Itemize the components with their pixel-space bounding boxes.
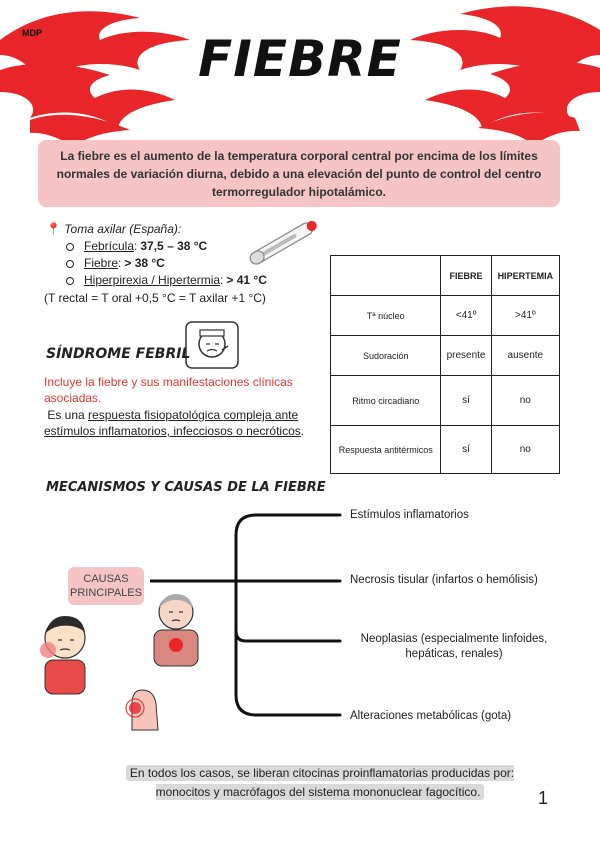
table-header-cell (331, 256, 441, 296)
table-cell: sí (441, 426, 491, 474)
syndrome-text: Es una respuesta fisiopatológica compleja ante estímulos inflamatorios, infecciosos o necróticos. (44, 408, 305, 438)
table-header-cell: FIEBRE (441, 256, 491, 296)
branch-item: Alteraciones metabólicas (gota) (350, 710, 512, 722)
table-row (331, 336, 560, 376)
table-cell: >41º (491, 296, 559, 336)
table-row (331, 296, 560, 336)
measurement-label-row (46, 222, 181, 236)
table-header-row (331, 256, 560, 296)
table-cell: Tª núcleo (331, 296, 441, 336)
branch-item: Neoplasias (especialmente linfoides, hepáticas, renales) (360, 633, 548, 660)
table-row (331, 426, 560, 474)
inflamed-person-icon (30, 610, 100, 696)
list-item: Fiebre : > 38 °C (66, 255, 267, 272)
syndrome-red-text: Incluye la fiebre y sus manifestaciones clínicas asociadas. (44, 375, 293, 405)
causes-root-box: CAUSAS PRINCIPALES (68, 567, 144, 605)
list-item: Hiperpirexia / Hipertermia : > 41 °C (66, 272, 267, 289)
definition-box (38, 140, 560, 207)
temperature-list (66, 238, 267, 289)
temperature-formula: (T rectal = T oral +0,5 °C = T axilar +1 °C) (44, 291, 266, 305)
table-cell: Respuesta antitérmicos (331, 426, 441, 474)
table-cell: no (491, 426, 559, 474)
table-cell: <41º (441, 296, 491, 336)
table-cell: Sudoración (331, 336, 441, 376)
table-cell: ausente (491, 336, 559, 376)
branch-item: Necrosis tisular (infartos o hemólisis) (350, 574, 538, 586)
comparison-table (330, 255, 560, 474)
page-number: 1 (538, 788, 549, 808)
list-item: Febrícula : 37,5 – 38 °C (66, 238, 267, 255)
table-header-cell: HIPERTEMIA (491, 256, 559, 296)
definition-text: La fiebre es el aumento de la temperatura corporal central por encima de los límites normales de variación diurna, debido a una elevación del punto de control del centro termorregulador hipotalámico. (56, 148, 542, 199)
table-cell: presente (441, 336, 491, 376)
bullet-icon (66, 277, 74, 285)
thermometer-icon (238, 212, 330, 272)
author-tag: MDP (22, 28, 42, 38)
bullet-icon (66, 260, 74, 268)
table-cell: Ritmo circadiano (331, 376, 441, 426)
gout-foot-icon (116, 684, 166, 732)
measurement-label: Toma axilar (España): (64, 222, 182, 236)
pin-icon: 📍 (46, 222, 61, 236)
syndrome-title: SÍNDROME FEBRIL (46, 346, 191, 362)
table-row (331, 376, 560, 426)
elderly-person-icon (146, 590, 206, 668)
table-cell: no (491, 376, 559, 426)
table-cell: sí (441, 376, 491, 426)
sick-person-icon (182, 316, 242, 372)
conclusion-box (110, 764, 530, 802)
conclusion-text: En todos los casos, se liberan citocinas proinflamatorias producidas por: monocitos y macrófagos del sistema mononuclear fagocítico. (126, 765, 514, 800)
bullet-icon (66, 243, 74, 251)
mechanisms-title: MECANISMOS Y CAUSAS DE LA FIEBRE (46, 480, 326, 495)
branch-item: Estímulos inflamatorios (350, 509, 469, 521)
page-title: FIEBRE (198, 30, 402, 88)
